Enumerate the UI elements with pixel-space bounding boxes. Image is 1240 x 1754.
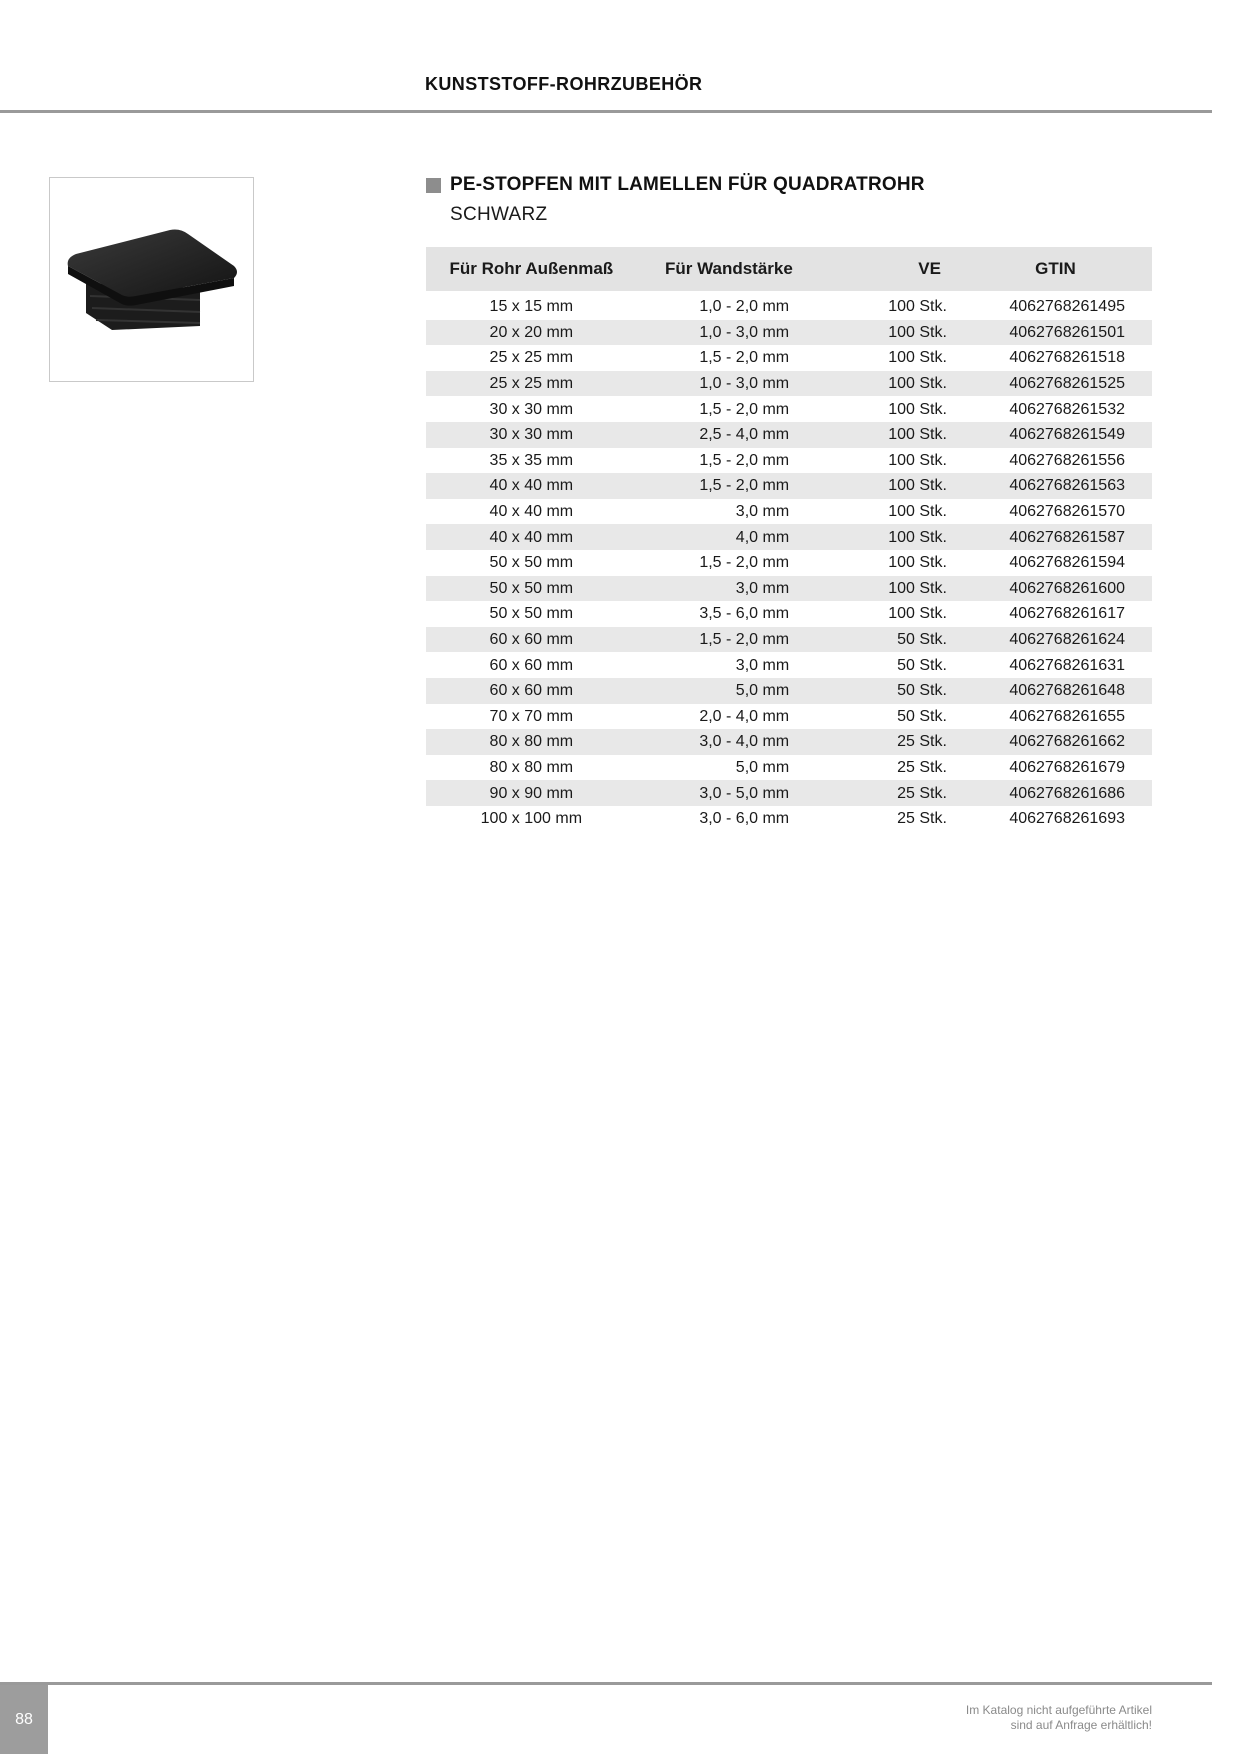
gray-square-icon <box>426 178 441 193</box>
cell-gtin: 4062768261594 <box>1009 554 1125 572</box>
cell-wall-thickness: 1,5 - 2,0 mm <box>637 473 821 499</box>
table-row <box>426 524 1152 550</box>
cell-wall-thickness: 1,5 - 2,0 mm <box>699 554 790 572</box>
cell-gtin: 4062768261679 <box>1009 758 1125 776</box>
cell-gtin: 4062768261501 <box>959 320 1152 346</box>
cell-outer-size: 70 x 70 mm <box>489 707 574 725</box>
cell-gtin: 4062768261648 <box>959 678 1152 704</box>
page-number: 88 <box>0 1685 48 1754</box>
table-row <box>426 678 1152 704</box>
table-row <box>426 422 1152 448</box>
cell-gtin: 4062768261655 <box>1009 707 1125 725</box>
footer-note-line-1: Im Katalog nicht aufgeführte Artikel <box>965 1703 1152 1717</box>
cell-outer-size: 80 x 80 mm <box>426 729 637 755</box>
column-header-ve: VE <box>821 247 959 291</box>
cell-ve: 25 Stk. <box>821 780 959 806</box>
cell-outer-size: 80 x 80 mm <box>489 758 574 776</box>
cell-wall-thickness: 3,0 - 4,0 mm <box>637 729 821 755</box>
cell-ve: 100 Stk. <box>821 371 959 397</box>
table-row <box>426 473 1152 499</box>
table-row <box>426 755 1152 781</box>
cell-ve: 25 Stk. <box>821 729 959 755</box>
cell-ve: 50 Stk. <box>897 707 947 725</box>
cell-wall-thickness: 4,0 mm <box>637 524 821 550</box>
table-row <box>426 704 1152 730</box>
cell-ve: 100 Stk. <box>888 503 947 521</box>
cell-outer-size: 25 x 25 mm <box>489 349 574 367</box>
header-divider <box>0 110 1212 113</box>
cell-outer-size: 30 x 30 mm <box>426 422 637 448</box>
column-header-wall-thickness: Für Wandstärke <box>637 247 821 291</box>
cell-wall-thickness: 2,0 - 4,0 mm <box>699 707 790 725</box>
cell-ve: 25 Stk. <box>897 810 947 828</box>
cell-gtin: 4062768261525 <box>959 371 1152 397</box>
product-image <box>49 177 254 382</box>
table-row <box>426 576 1152 602</box>
table-row <box>426 601 1152 627</box>
cell-outer-size: 60 x 60 mm <box>426 678 637 704</box>
footer-note-line-2: sind auf Anfrage erhältlich! <box>1010 1718 1152 1732</box>
cell-wall-thickness: 3,0 mm <box>735 656 790 674</box>
cell-wall-thickness: 3,0 mm <box>637 576 821 602</box>
cell-wall-thickness: 3,0 - 6,0 mm <box>699 810 790 828</box>
cell-gtin: 4062768261693 <box>1009 810 1125 828</box>
cell-wall-thickness: 2,5 - 4,0 mm <box>637 422 821 448</box>
cell-ve: 100 Stk. <box>888 349 947 367</box>
cell-wall-thickness: 1,5 - 2,0 mm <box>699 349 790 367</box>
table-row <box>426 291 1152 320</box>
cell-ve: 100 Stk. <box>821 320 959 346</box>
cell-wall-thickness: 1,0 - 3,0 mm <box>637 371 821 397</box>
cell-wall-thickness: 3,0 mm <box>735 503 790 521</box>
cell-outer-size: 40 x 40 mm <box>489 503 574 521</box>
column-header-gtin: GTIN <box>959 247 1152 291</box>
cell-ve: 100 Stk. <box>821 576 959 602</box>
cell-ve: 100 Stk. <box>888 554 947 572</box>
cell-wall-thickness: 1,5 - 2,0 mm <box>637 627 821 653</box>
cell-ve: 100 Stk. <box>821 473 959 499</box>
product-subtitle: SCHWARZ <box>450 204 548 225</box>
cell-outer-size: 50 x 50 mm <box>489 554 574 572</box>
cell-outer-size: 15 x 15 mm <box>489 298 574 316</box>
table-row <box>426 320 1152 346</box>
cell-wall-thickness: 3,5 - 6,0 mm <box>699 605 790 623</box>
cell-wall-thickness: 5,0 mm <box>637 678 821 704</box>
table-row <box>426 652 1152 678</box>
cell-outer-size: 90 x 90 mm <box>426 780 637 806</box>
cell-wall-thickness: 1,0 - 2,0 mm <box>699 298 790 316</box>
cell-gtin: 4062768261587 <box>959 524 1152 550</box>
cell-ve: 100 Stk. <box>821 524 959 550</box>
table-row <box>426 550 1152 576</box>
table-row <box>426 396 1152 422</box>
cell-ve: 100 Stk. <box>888 400 947 418</box>
cell-outer-size: 35 x 35 mm <box>489 451 574 469</box>
table-header-row <box>426 247 1152 291</box>
table-row <box>426 627 1152 653</box>
cell-gtin: 4062768261570 <box>1009 503 1125 521</box>
cell-gtin: 4062768261662 <box>959 729 1152 755</box>
cell-gtin: 4062768261495 <box>1009 298 1125 316</box>
cell-wall-thickness: 5,0 mm <box>735 758 790 776</box>
cell-gtin: 4062768261556 <box>1009 451 1125 469</box>
cell-outer-size: 50 x 50 mm <box>426 576 637 602</box>
cell-ve: 100 Stk. <box>888 605 947 623</box>
cell-outer-size: 40 x 40 mm <box>426 473 637 499</box>
cell-outer-size: 50 x 50 mm <box>489 605 574 623</box>
cell-wall-thickness: 1,5 - 2,0 mm <box>699 451 790 469</box>
cell-gtin: 4062768261631 <box>1009 656 1125 674</box>
cell-ve: 50 Stk. <box>821 678 959 704</box>
square-plug-icon <box>50 178 253 381</box>
table-row <box>426 806 1152 832</box>
table-row <box>426 345 1152 371</box>
page-header-title: KUNSTSTOFF-ROHRZUBEHÖR <box>425 74 703 94</box>
cell-ve: 100 Stk. <box>821 422 959 448</box>
cell-outer-size: 60 x 60 mm <box>426 627 637 653</box>
cell-gtin: 4062768261549 <box>959 422 1152 448</box>
footer-divider <box>0 1682 1212 1685</box>
cell-gtin: 4062768261624 <box>959 627 1152 653</box>
table-row <box>426 371 1152 397</box>
cell-ve: 25 Stk. <box>897 758 947 776</box>
cell-outer-size: 20 x 20 mm <box>426 320 637 346</box>
cell-ve: 50 Stk. <box>821 627 959 653</box>
table-row <box>426 499 1152 525</box>
cell-outer-size: 40 x 40 mm <box>426 524 637 550</box>
table-row <box>426 448 1152 474</box>
cell-wall-thickness: 3,0 - 5,0 mm <box>637 780 821 806</box>
cell-ve: 100 Stk. <box>888 298 947 316</box>
cell-wall-thickness: 1,0 - 3,0 mm <box>637 320 821 346</box>
cell-gtin: 4062768261532 <box>1009 400 1125 418</box>
spec-table <box>426 247 1152 831</box>
table-row <box>426 729 1152 755</box>
cell-ve: 100 Stk. <box>888 451 947 469</box>
table-row <box>426 780 1152 806</box>
cell-outer-size: 25 x 25 mm <box>426 371 637 397</box>
cell-gtin: 4062768261518 <box>1009 349 1125 367</box>
footer-note <box>966 1703 1152 1733</box>
cell-ve: 50 Stk. <box>897 656 947 674</box>
cell-gtin: 4062768261686 <box>959 780 1152 806</box>
product-title: PE-STOPFEN MIT LAMELLEN FÜR QUADRATROHR <box>450 174 925 195</box>
cell-outer-size: 30 x 30 mm <box>489 400 574 418</box>
cell-gtin: 4062768261600 <box>959 576 1152 602</box>
column-header-outer-size: Für Rohr Außenmaß <box>426 247 637 291</box>
cell-gtin: 4062768261617 <box>1009 605 1125 623</box>
cell-outer-size: 100 x 100 mm <box>480 810 583 828</box>
cell-outer-size: 60 x 60 mm <box>489 656 574 674</box>
cell-wall-thickness: 1,5 - 2,0 mm <box>699 400 790 418</box>
cell-gtin: 4062768261563 <box>959 473 1152 499</box>
section-heading <box>426 174 925 196</box>
